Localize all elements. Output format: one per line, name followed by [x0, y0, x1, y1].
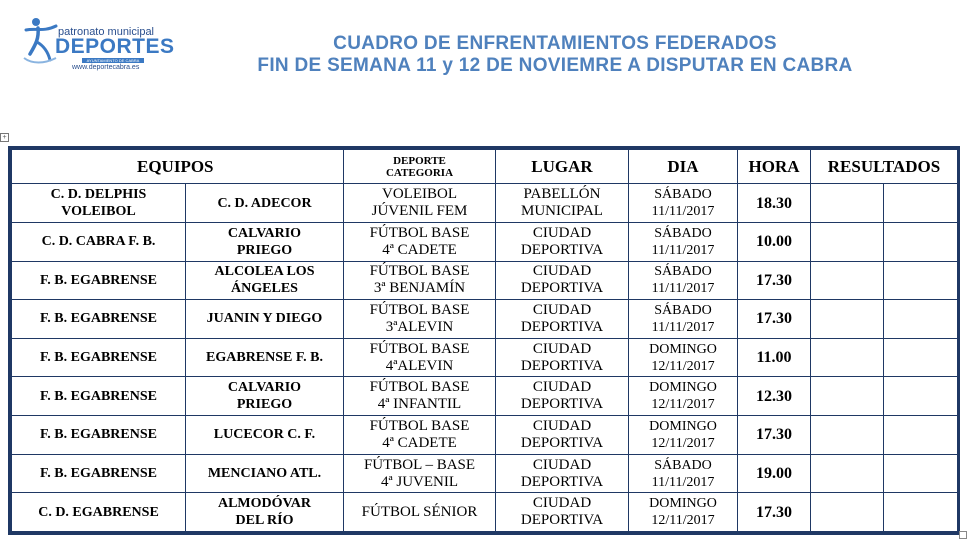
day-cell-l2: 12/11/2017: [651, 435, 715, 451]
visitor-team-cell: [186, 222, 344, 261]
visitor-team-cell: [186, 300, 344, 339]
time-cell: [738, 300, 811, 339]
local-team-cell: [12, 222, 186, 261]
result-home-cell[interactable]: [811, 222, 884, 261]
table-row: [12, 222, 958, 261]
day-cell: [629, 222, 738, 261]
local-team-cell: [12, 261, 186, 300]
sport-category-cell: [344, 300, 496, 339]
visitor-team-cell-l1: EGABRENSE F. B.: [206, 350, 323, 366]
resize-handle-icon[interactable]: [959, 531, 967, 539]
result-away-cell[interactable]: [884, 454, 958, 493]
venue-cell-l2: DEPORTIVA: [520, 434, 604, 451]
visitor-team-cell-l2: DEL RÍO: [235, 513, 294, 529]
local-team-cell-l1: C. D. CABRA F. B.: [41, 234, 156, 250]
local-team-cell: [12, 338, 186, 377]
sport-category-cell: [344, 184, 496, 223]
sport-category-cell-l2: 3ª BENJAMÍN: [373, 280, 466, 297]
day-cell: [629, 184, 738, 223]
venue-cell-l2: DEPORTIVA: [520, 280, 604, 297]
day-cell: [629, 493, 738, 532]
venue-cell: [496, 416, 629, 455]
time-cell: [738, 222, 811, 261]
visitor-team-cell-l1: LUCECOR C. F.: [213, 427, 316, 443]
venue-cell-l1: CIUDAD: [532, 301, 592, 318]
sport-category-cell-l1: VOLEIBOL: [382, 186, 457, 203]
result-away-cell[interactable]: [884, 300, 958, 339]
fixtures-table-frame: [8, 146, 960, 535]
visitor-team-cell-l1: C. D. ADECOR: [217, 195, 312, 211]
venue-cell-l1: CIUDAD: [532, 456, 592, 473]
local-team-cell-l1: F. B. EGABRENSE: [40, 388, 157, 404]
header-dia: DIA: [629, 150, 738, 184]
venue-cell-l2: DEPORTIVA: [520, 357, 604, 374]
sport-category-cell-l2: 4ª INFANTIL: [377, 396, 462, 413]
venue-cell-l1: CIUDAD: [532, 379, 592, 396]
visitor-team-cell-l1: MENCIANO ATL.: [207, 466, 322, 482]
header-deporte-l2: CATEGORIA: [385, 166, 454, 179]
day-cell-l2: 12/11/2017: [651, 513, 715, 529]
header-equipos: [12, 150, 344, 184]
local-team-cell: [12, 377, 186, 416]
sport-category-cell-l2: 4ªALEVIN: [385, 357, 454, 374]
day-cell-l1: DOMINGO: [649, 418, 717, 434]
table-move-handle-icon[interactable]: +: [0, 133, 9, 142]
result-home-cell[interactable]: [811, 261, 884, 300]
local-team-cell-l1: F. B. EGABRENSE: [40, 427, 157, 443]
sport-category-cell-l1: FÚTBOL BASE: [369, 340, 470, 357]
day-cell-l1: DOMINGO: [649, 496, 717, 512]
result-away-cell[interactable]: [884, 493, 958, 532]
time-cell-l1: 10.00: [756, 233, 792, 251]
local-team-cell: [12, 454, 186, 493]
day-cell-l1: DOMINGO: [649, 341, 717, 357]
table-row: [12, 338, 958, 377]
sport-category-cell-l1: FÚTBOL BASE: [369, 263, 470, 280]
result-home-cell[interactable]: [811, 416, 884, 455]
header-lugar: LUGAR: [496, 150, 629, 184]
venue-cell: [496, 338, 629, 377]
page-title-line2: FIN DE SEMANA 11 y 12 DE NOVIEMRE A DISPUTAR EN CABRA: [257, 55, 853, 76]
sport-category-cell-l1: FÚTBOL BASE: [369, 224, 470, 241]
day-cell-l1: SÁBADO: [654, 264, 712, 280]
day-cell-l1: SÁBADO: [654, 187, 712, 203]
result-home-cell[interactable]: [811, 300, 884, 339]
time-cell-l1: 11.00: [756, 349, 792, 367]
header-equipos-text: EQUIPOS: [137, 157, 214, 177]
local-team-cell-l2: VOLEIBOL: [61, 204, 136, 220]
sport-category-cell-l1: FÚTBOL BASE: [369, 417, 470, 434]
venue-cell-l1: PABELLÓN: [523, 186, 601, 203]
day-cell-l1: DOMINGO: [649, 380, 717, 396]
sport-category-cell-l2: 4ª CADETE: [382, 434, 457, 451]
day-cell-l2: 11/11/2017: [651, 319, 715, 335]
day-cell-l1: SÁBADO: [654, 225, 712, 241]
sport-category-cell-l2: 4ª CADETE: [382, 241, 457, 258]
fixtures-table: [11, 149, 958, 532]
logo-line3: AYUNTAMIENTO DE CABRA: [82, 58, 144, 63]
sport-category-cell-l1: FÚTBOL SÉNIOR: [361, 503, 478, 520]
result-home-cell[interactable]: [811, 454, 884, 493]
sport-category-cell: [344, 377, 496, 416]
day-cell: [629, 416, 738, 455]
venue-cell-l2: MUNICIPAL: [521, 203, 603, 220]
day-cell-l2: 11/11/2017: [651, 204, 715, 220]
time-cell-l1: 18.30: [756, 194, 792, 212]
venue-cell-l1: CIUDAD: [532, 224, 592, 241]
sport-category-cell-l2: 3ªALEVIN: [385, 318, 454, 335]
day-cell: [629, 377, 738, 416]
table-row: [12, 416, 958, 455]
sport-category-cell-l2: JÚVENIL FEM: [371, 203, 468, 220]
sport-category-cell-l1: FÚTBOL – BASE: [363, 456, 476, 473]
local-team-cell: [12, 416, 186, 455]
table-row: [12, 454, 958, 493]
time-cell: [738, 184, 811, 223]
day-cell: [629, 338, 738, 377]
visitor-team-cell: [186, 377, 344, 416]
visitor-team-cell: [186, 184, 344, 223]
time-cell-l1: 12.30: [756, 387, 792, 405]
sport-category-cell: [344, 416, 496, 455]
day-cell-l2: 11/11/2017: [651, 474, 715, 490]
result-home-cell[interactable]: [811, 338, 884, 377]
venue-cell: [496, 300, 629, 339]
table-row: [12, 493, 958, 532]
venue-cell: [496, 377, 629, 416]
venue-cell: [496, 493, 629, 532]
result-away-cell[interactable]: [884, 261, 958, 300]
visitor-team-cell-l1: CALVARIO: [227, 225, 302, 241]
visitor-team-cell-l1: ALMODÓVAR: [217, 496, 312, 512]
sport-category-cell: [344, 454, 496, 493]
table-row: [12, 261, 958, 300]
table-row: [12, 300, 958, 339]
visitor-team-cell: [186, 416, 344, 455]
time-cell-l1: 17.30: [756, 426, 792, 444]
venue-cell-l2: DEPORTIVA: [520, 318, 604, 335]
venue-cell-l2: DEPORTIVA: [520, 512, 604, 529]
header-deporte: [344, 150, 496, 184]
result-away-cell[interactable]: [884, 338, 958, 377]
header-deporte-l1: DEPORTE: [393, 154, 446, 167]
day-cell-l2: 12/11/2017: [651, 358, 715, 374]
header-resultados: RESULTADOS: [811, 150, 958, 184]
time-cell-l1: 17.30: [756, 503, 792, 521]
time-cell: [738, 454, 811, 493]
day-cell-l2: 11/11/2017: [651, 281, 715, 297]
header-hora: HORA: [738, 150, 811, 184]
table-row: [12, 184, 958, 223]
local-team-cell-l1: C. D. EGABRENSE: [38, 504, 159, 520]
logo-line1: patronato municipal: [58, 26, 155, 38]
time-cell: [738, 416, 811, 455]
sport-category-cell: [344, 338, 496, 377]
visitor-team-cell: [186, 454, 344, 493]
venue-cell: [496, 454, 629, 493]
result-home-cell[interactable]: [811, 493, 884, 532]
visitor-team-cell-l2: ÁNGELES: [231, 281, 298, 297]
visitor-team-cell-l1: JUANIN Y DIEGO: [206, 311, 323, 327]
page-title-line1: CUADRO DE ENFRENTAMIENTOS FEDERADOS: [333, 33, 777, 54]
visitor-team-cell-l2: PRIEGO: [236, 397, 293, 413]
day-cell: [629, 261, 738, 300]
result-away-cell[interactable]: [884, 377, 958, 416]
venue-cell-l1: CIUDAD: [532, 340, 592, 357]
time-cell-l1: 17.30: [756, 310, 792, 328]
venue-cell: [496, 184, 629, 223]
local-team-cell: [12, 184, 186, 223]
logo-line2: DEPORTES: [55, 35, 175, 58]
time-cell-l1: 19.00: [756, 465, 792, 483]
local-team-cell: [12, 300, 186, 339]
time-cell: [738, 338, 811, 377]
time-cell-l1: 17.30: [756, 271, 792, 289]
venue-cell-l1: CIUDAD: [532, 495, 592, 512]
logo-url: www.deportecabra.es: [72, 64, 140, 71]
result-home-cell[interactable]: [811, 184, 884, 223]
venue-cell-l1: CIUDAD: [532, 263, 592, 280]
sport-category-cell-l1: FÚTBOL BASE: [369, 379, 470, 396]
venue-cell: [496, 222, 629, 261]
local-team-cell-l1: F. B. EGABRENSE: [40, 272, 157, 288]
visitor-team-cell-l2: PRIEGO: [236, 242, 293, 258]
venue-cell: [496, 261, 629, 300]
table-row: [12, 377, 958, 416]
venue-cell-l1: CIUDAD: [532, 417, 592, 434]
local-team-cell-l1: C. D. DELPHIS: [50, 187, 147, 203]
sport-category-cell-l2: 4ª JUVENIL: [380, 473, 459, 490]
visitor-team-cell: [186, 493, 344, 532]
day-cell-l1: SÁBADO: [654, 302, 712, 318]
day-cell: [629, 300, 738, 339]
visitor-team-cell: [186, 338, 344, 377]
visitor-team-cell-l1: CALVARIO: [227, 380, 302, 396]
sport-category-cell-l1: FÚTBOL BASE: [369, 301, 470, 318]
time-cell: [738, 261, 811, 300]
patronato-logo: [22, 14, 175, 71]
visitor-team-cell: [186, 261, 344, 300]
sport-category-cell: [344, 222, 496, 261]
day-cell: [629, 454, 738, 493]
local-team-cell-l1: F. B. EGABRENSE: [40, 350, 157, 366]
sport-category-cell: [344, 261, 496, 300]
sport-category-cell: [344, 493, 496, 532]
local-team-cell-l1: F. B. EGABRENSE: [40, 311, 157, 327]
venue-cell-l2: DEPORTIVA: [520, 396, 604, 413]
local-team-cell: [12, 493, 186, 532]
day-cell-l1: SÁBADO: [654, 457, 712, 473]
result-away-cell[interactable]: [884, 416, 958, 455]
visitor-team-cell-l1: ALCOLEA LOS: [214, 264, 315, 280]
day-cell-l2: 12/11/2017: [651, 397, 715, 413]
local-team-cell-l1: F. B. EGABRENSE: [40, 466, 157, 482]
result-home-cell[interactable]: [811, 377, 884, 416]
result-away-cell[interactable]: [884, 184, 958, 223]
header-row: [12, 150, 958, 184]
result-away-cell[interactable]: [884, 222, 958, 261]
venue-cell-l2: DEPORTIVA: [520, 241, 604, 258]
time-cell: [738, 377, 811, 416]
venue-cell-l2: DEPORTIVA: [520, 473, 604, 490]
day-cell-l2: 11/11/2017: [651, 242, 715, 258]
time-cell: [738, 493, 811, 532]
